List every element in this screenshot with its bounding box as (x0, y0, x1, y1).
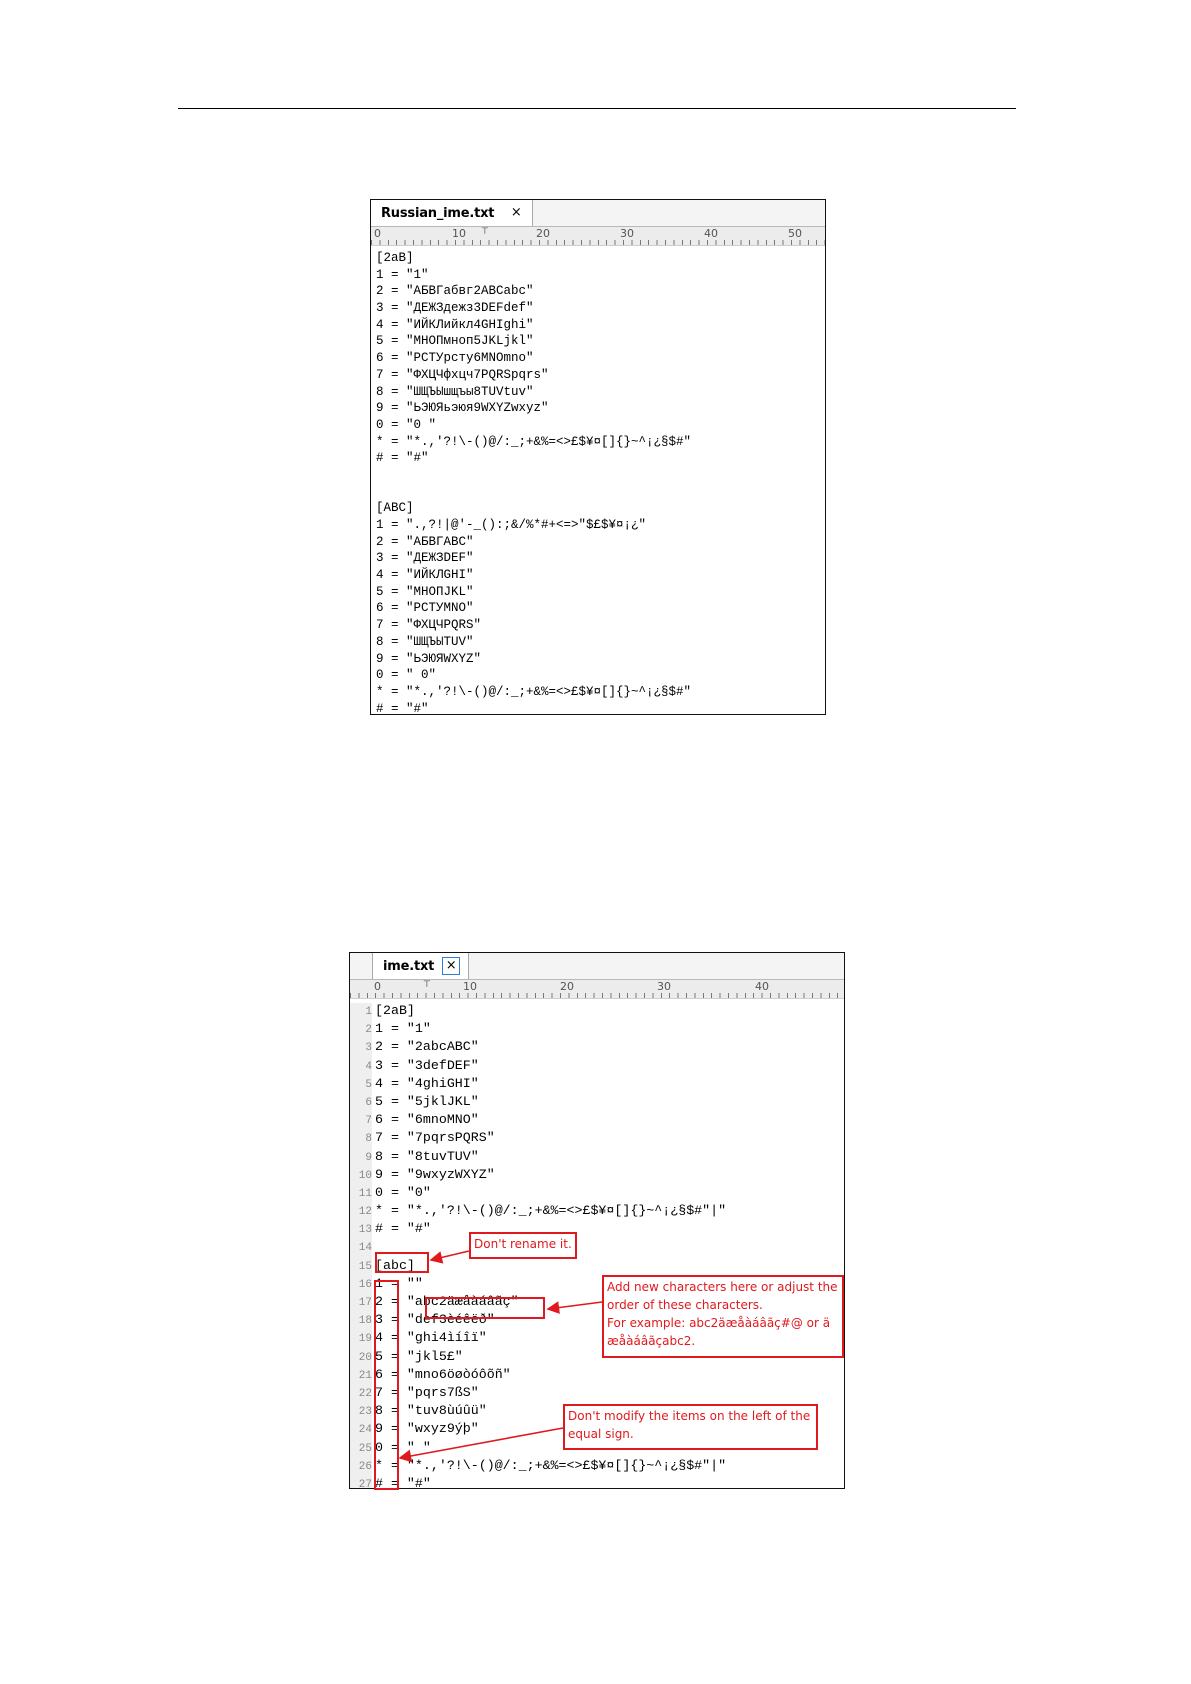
line-text: 0 = " " (375, 1439, 431, 1455)
line-text: 1 = "1" (375, 1021, 431, 1037)
line-number: 3 (350, 1039, 372, 1057)
line-text: [2aB] (375, 1003, 415, 1018)
caret-marker-icon: ⊤ (423, 980, 431, 990)
ruler-mark: 20 (536, 227, 550, 240)
code-line[interactable]: 5 = "МНОПJKL" (376, 584, 474, 599)
line-text: 4 = "4ghiGHI" (375, 1075, 479, 1091)
ruler-mark: 50 (788, 227, 802, 240)
code-line[interactable]: # = "#" (376, 701, 429, 715)
line-text: 8 = "tuv8ùúûü" (375, 1403, 487, 1419)
code-line[interactable]: 6 = "РСТУрсту6MNOmno" (376, 351, 534, 366)
code-line[interactable]: 9 = "ЬЭЮЯьэюя9WXYZwxyz" (376, 401, 549, 416)
ruler-mark: 10 (463, 980, 477, 993)
line-text: * = "*.,'?!\-()@/:_;+&%=<>£$¥¤[]{}~^¡¿§$#"|" (375, 1203, 727, 1219)
line-text: 4 = "ghi4ìíîï" (375, 1330, 487, 1346)
line-text: 1 = "" (375, 1275, 423, 1291)
tab-label: ime.txt (383, 958, 435, 974)
code-line[interactable]: 4 = "ИЙКЛийкл4GHIghi" (376, 317, 534, 332)
line-number: 12 (350, 1203, 372, 1221)
line-text: * = "*.,'?!\-()@/:_;+&%=<>£$¥¤[]{}~^¡¿§$#"|" (375, 1457, 727, 1473)
line-number: 14 (350, 1239, 372, 1257)
line-number: 11 (350, 1185, 372, 1203)
ruler-mark: 20 (560, 980, 574, 993)
line-text: 2 = "2abcABC" (375, 1039, 479, 1055)
rename-arrow (431, 1251, 469, 1260)
line-number: 10 (350, 1167, 372, 1185)
line-text: 9 = "9wxyzWXYZ" (375, 1166, 495, 1182)
line-number: 27 (350, 1476, 372, 1489)
line-number: 16 (350, 1276, 372, 1294)
ruler-mark: 10 (452, 227, 466, 240)
line-text: 8 = "8tuvTUV" (375, 1148, 479, 1164)
code-line[interactable]: 0 = " 0" (376, 668, 437, 683)
line-number: 23 (350, 1403, 372, 1421)
line-number: 4 (350, 1058, 372, 1076)
add-characters-callout: Add new characters here or adjust the order of these characters. For example: abc2äæåàáâãç#@ or ä æåàáâãçabc2. (602, 1275, 844, 1358)
line-text: 0 = "0" (375, 1184, 431, 1200)
line-text: 6 = "6mnoMNO" (375, 1112, 479, 1128)
code-line[interactable]: * = "*.,'?!\-()@/:_;+&%=<>£$¥¤[]{}~^¡¿§$#" (376, 434, 692, 449)
close-icon[interactable]: × (510, 205, 522, 220)
code-line[interactable]: 7 = "ФХЦЧPQRS" (376, 618, 482, 633)
line-number: 19 (350, 1330, 372, 1348)
line-text: 7 = "7pqrsPQRS" (375, 1130, 495, 1146)
line-number: 9 (350, 1149, 372, 1167)
line-text: # = "#" (375, 1475, 431, 1489)
add-characters-arrow (548, 1302, 602, 1309)
code-line[interactable]: 8 = "ШЩЪЫTUV" (376, 634, 474, 649)
line-text: [abc] (375, 1257, 415, 1273)
code-line[interactable]: 3 = "ДЕЖЗдежз3DEFdef" (376, 301, 534, 316)
line-text: 9 = "wxyz9ýþ" (375, 1421, 479, 1437)
line-text: 3 = "def3èéêëð" (375, 1312, 495, 1328)
line-text: 2 = "abc2äæåàáâãç" (375, 1294, 519, 1309)
line-text: 5 = "jkl5£" (375, 1348, 463, 1364)
tab-label: Russian_ime.txt (381, 205, 495, 221)
caret-marker-icon: ⊤ (481, 227, 489, 237)
line-number: 21 (350, 1367, 372, 1385)
line-text: 7 = "pqrs7ßS" (375, 1384, 479, 1400)
line-text: 6 = "mno6öøòóôõñ" (375, 1366, 511, 1382)
line-number: 22 (350, 1385, 372, 1403)
ruler-mark: 40 (704, 227, 718, 240)
close-icon[interactable]: × (442, 957, 460, 975)
line-number: 13 (350, 1221, 372, 1239)
line-number: 5 (350, 1076, 372, 1094)
line-number: 20 (350, 1349, 372, 1367)
code-line[interactable]: 1 = ".,?!|@'-_():;&/%*#+<=>"$£$¥¤¡¿" (376, 518, 647, 532)
line-number: 24 (350, 1421, 372, 1439)
code-line[interactable]: 6 = "РСТУMNO" (376, 601, 474, 616)
code-line[interactable]: [ABC] (376, 501, 414, 516)
code-line[interactable]: 9 = "ЬЭЮЯWXYZ" (376, 651, 482, 666)
line-text: 5 = "5jklJKL" (375, 1093, 479, 1109)
code-line[interactable]: 2 = "АБВГабвг2ABCabc" (376, 284, 534, 299)
code-line[interactable]: 2 = "АБВГABC" (376, 534, 474, 549)
no-modify-arrow (400, 1428, 563, 1458)
line-number: 8 (350, 1130, 372, 1148)
ruler-mark: 0 (374, 227, 381, 240)
code-line[interactable]: * = "*.,'?!\-()@/:_;+&%=<>£$¥¤[]{}~^¡¿§$#" (376, 684, 692, 699)
line-text: 3 = "3defDEF" (375, 1057, 479, 1073)
code-line[interactable]: 5 = "МНОПмноп5JKLjkl" (376, 334, 534, 349)
code-line[interactable]: [2aB] (376, 251, 414, 265)
line-number: 25 (350, 1440, 372, 1458)
line-number: 2 (350, 1021, 372, 1039)
ruler-mark: 30 (620, 227, 634, 240)
no-modify-callout: Don't modify the items on the left of the equal sign. (563, 1404, 818, 1450)
line-number: 15 (350, 1258, 372, 1276)
code-line[interactable]: 3 = "ДЕЖЗDEF" (376, 551, 474, 566)
ruler-mark: 0 (374, 980, 381, 993)
line-number: 26 (350, 1458, 372, 1476)
code-line[interactable]: 1 = "1" (376, 267, 429, 282)
code-line[interactable]: 7 = "ФХЦЧфхцч7PQRSpqrs" (376, 367, 549, 382)
line-number: 1 (350, 1003, 372, 1021)
line-number: 7 (350, 1112, 372, 1130)
code-line[interactable]: # = "#" (376, 451, 429, 466)
ruler-mark: 40 (755, 980, 769, 993)
line-number: 17 (350, 1294, 372, 1312)
line-number: 18 (350, 1312, 372, 1330)
rename-callout: Don't rename it. (469, 1232, 577, 1259)
code-line[interactable]: 4 = "ИЙКЛGHI" (376, 568, 474, 583)
code-line[interactable]: 8 = "ШЩЪЫшщъы8TUVtuv" (376, 384, 534, 399)
line-number: 6 (350, 1094, 372, 1112)
ruler-mark: 30 (657, 980, 671, 993)
code-line[interactable]: 0 = "0 " (376, 417, 437, 432)
line-text: # = "#" (375, 1221, 431, 1237)
